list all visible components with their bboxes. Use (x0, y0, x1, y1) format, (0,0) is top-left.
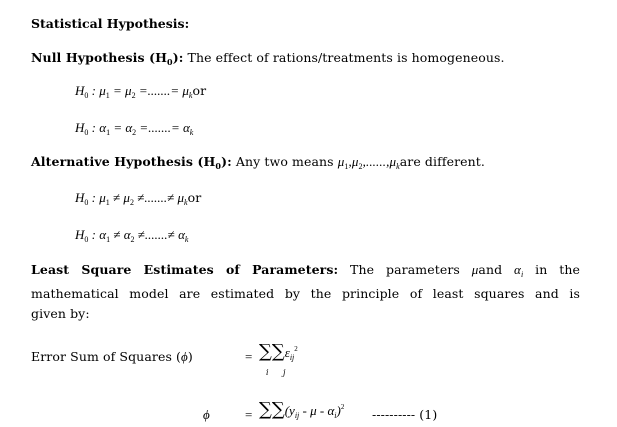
error-ss-index-i: i (266, 368, 269, 377)
null-hypothesis-text: The effect of rations/treatments is homogeneous. (183, 50, 505, 65)
phi-equals: = (245, 407, 253, 422)
section-title: Statistical Hypothesis: (31, 16, 190, 31)
equation-alpha-not-equal: $H_0$ : $\alpha_1 \ne \alpha_2$ ≠.......≠ $\alpha_k$ (75, 227, 189, 244)
alternative-hypothesis-line: Alternative Hypothesis $(H_0)$: Any two means $\mu_1,\mu_2,......,\mu_kare$ different. (31, 154, 486, 171)
error-ss-index-j: j (283, 368, 286, 377)
alternative-hypothesis-label: Alternative Hypothesis $(H_0)$: (31, 154, 232, 171)
null-hypothesis-line (31, 50, 505, 67)
equation-number-1: ---------- (1) (372, 407, 438, 422)
null-hypothesis-label: Null Hypothesis $(H_0)$: (31, 50, 184, 67)
phi-formula: $\sum\sum(y_{ij}$ - μ - $\alpha_i)^2$ (259, 399, 345, 420)
equation-mu-equal: $H_0$ : $\mu_1 = \mu_2$ =.......= $\mu_kor$ (75, 83, 207, 100)
equation-mu-not-equal: $H_0$ : $\mu_1 \ne \mu_2$ ≠.......≠ $\mu_kor$ (75, 190, 202, 207)
error-sum-of-squares-label: Error Sum of Squares (ϕ) (31, 349, 193, 364)
equation-alpha-equal: $H_0$ : $\alpha_1 = \alpha_2$ =.......= $\alpha_k$ (75, 120, 194, 137)
phi-symbol: ϕ (203, 407, 210, 422)
least-squares-label: Least Square Estimates of Parameters: (31, 262, 339, 277)
least-squares-line-2: mathematical model are estimated by the principle of least squares and is (31, 286, 580, 301)
error-ss-formula: $\sum\sum\varepsilon_{ij}^2$ (259, 341, 298, 362)
least-squares-line-1: Least Square Estimates of Parameters: The parameters μand $\alpha_i$ in the (31, 262, 581, 279)
least-squares-line-3: given by: (31, 306, 90, 321)
error-ss-equals: = (245, 349, 253, 364)
